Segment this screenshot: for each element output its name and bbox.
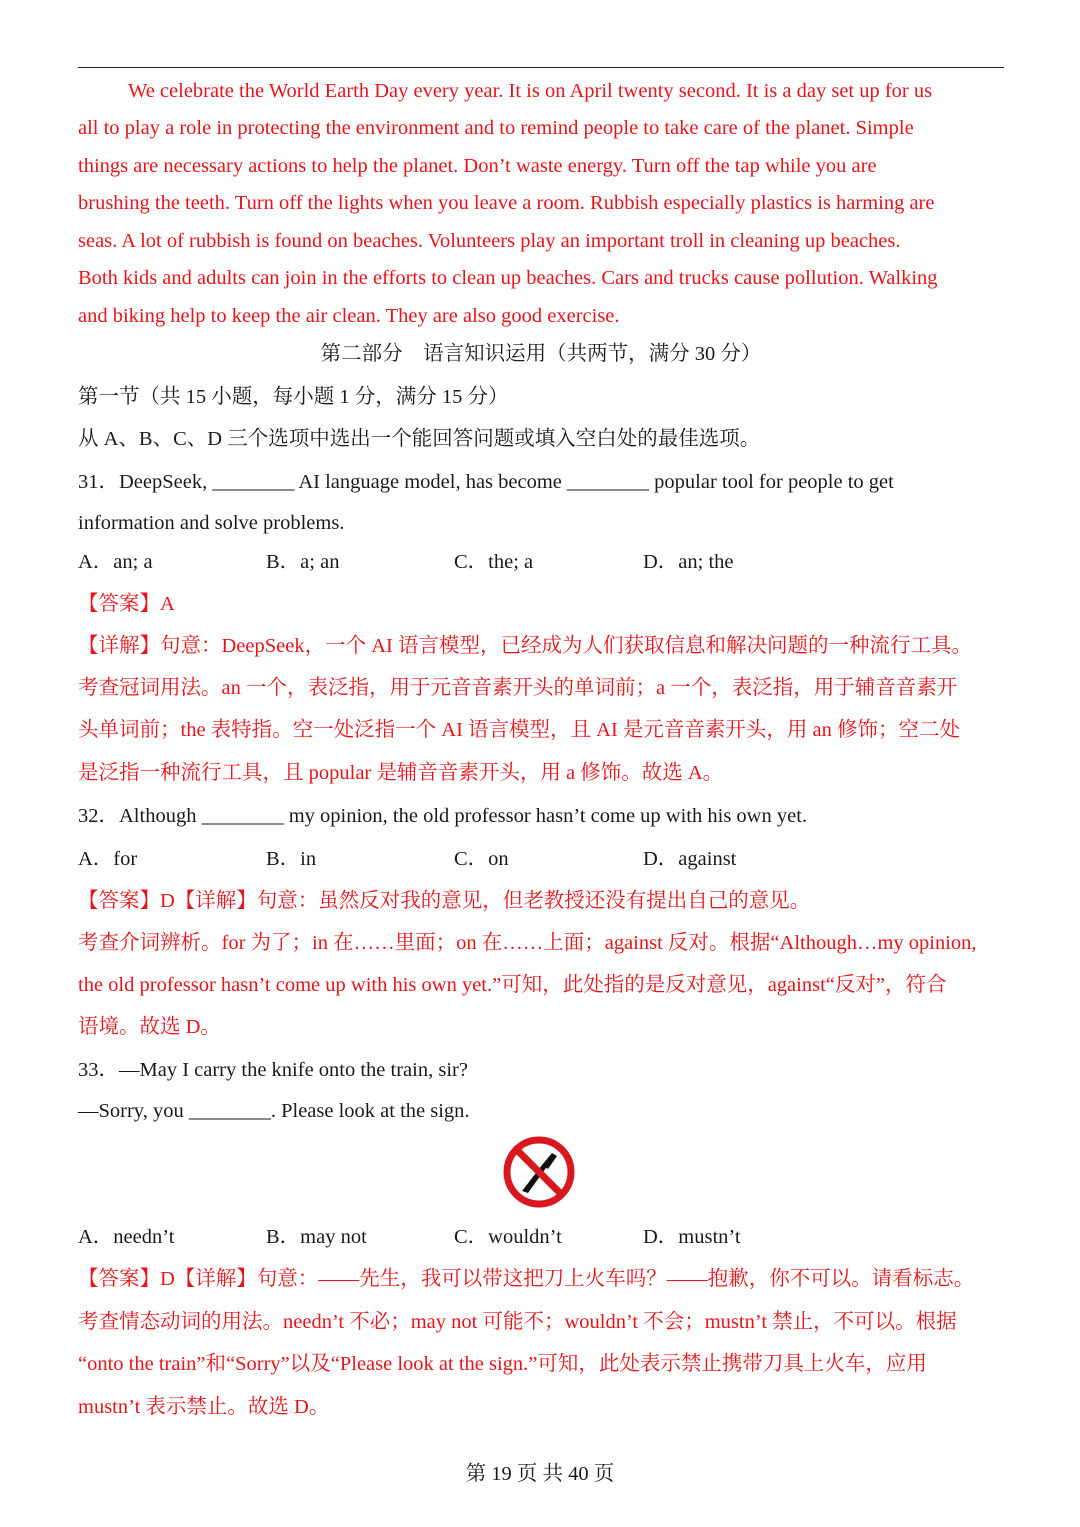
passage-line: brushing the teeth. Turn off the lights when you leave a room. Rubbish especially plastics is harming are	[78, 192, 935, 214]
header-rule	[78, 67, 1004, 68]
question-33-option-a: A．needn’t	[78, 1226, 175, 1248]
question-32-option-b: B．in	[266, 848, 317, 870]
question-31-option-d: D．an; the	[643, 551, 734, 573]
passage-line: things are necessary actions to help the planet. Don’t waste energy. Turn off the tap while you are	[78, 155, 877, 177]
question-32-explanation: 语境。故选 D。	[78, 1016, 221, 1038]
passage-line: Both kids and adults can join in the efforts to clean up beaches. Cars and trucks cause pollution. Walking	[78, 267, 938, 289]
question-31-option-c: C．the; a	[454, 551, 534, 573]
section-title: 第一节（共 15 小题，每小题 1 分，满分 15 分）	[78, 386, 509, 408]
question-33-stem: —Sorry, you ________. Please look at the sign.	[78, 1100, 470, 1122]
passage-line: seas. A lot of rubbish is found on beaches. Volunteers play an important troll in cleaning up beaches.	[78, 230, 901, 252]
question-31-explanation: 【详解】句意：DeepSeek，一个 AI 语言模型，已经成为人们获取信息和解决问题的一种流行工具。	[78, 635, 972, 657]
question-33-option-c: C．wouldn’t	[454, 1226, 562, 1248]
question-31-explanation: 考查冠词用法。an 一个，表泛指，用于元音音素开头的单词前；a 一个，表泛指，用于辅音音素开	[78, 677, 958, 699]
question-31-option-b: B．a; an	[266, 551, 340, 573]
question-33-option-d: D．mustn’t	[643, 1226, 741, 1248]
passage-line: and biking help to keep the air clean. They are also good exercise.	[78, 305, 620, 327]
question-33-option-b: B．may not	[266, 1226, 367, 1248]
question-33-explanation: mustn’t 表示禁止。故选 D。	[78, 1396, 330, 1418]
question-32-option-d: D．against	[643, 848, 737, 870]
question-32-option-a: A．for	[78, 848, 138, 870]
question-32-answer: 【答案】D【详解】句意：虽然反对我的意见，但老教授还没有提出自己的意见。	[78, 890, 811, 912]
question-33-explanation: “onto the train”和“Sorry”以及“Please look at the sign.”可知，此处表示禁止携带刀具上火车，应用	[78, 1353, 927, 1375]
passage-line: We celebrate the World Earth Day every year. It is on April twenty second. It is a day set up for us	[128, 80, 933, 102]
question-31-explanation: 是泛指一种流行工具，且 popular 是辅音音素开头，用 a 修饰。故选 A。	[78, 762, 724, 784]
part-title: 第二部分 语言知识运用（共两节，满分 30 分）	[320, 343, 762, 365]
no-knife-sign-icon	[502, 1135, 576, 1209]
question-32-explanation: the old professor hasn’t come up with his own yet.”可知，此处指的是反对意见，against“反对”，符合	[78, 974, 947, 996]
instruction: 从 A、B、C、D 三个选项中选出一个能回答问题或填入空白处的最佳选项。	[78, 428, 761, 450]
question-32-stem: 32．Although ________ my opinion, the old professor hasn’t come up with his own yet.	[78, 805, 808, 827]
question-31-answer: 【答案】A	[78, 593, 175, 615]
passage-line: all to play a role in protecting the environment and to remind people to take care of the planet. Simple	[78, 117, 914, 139]
question-33-answer: 【答案】D【详解】句意：——先生，我可以带这把刀上火车吗？——抱歉，你不可以。请看标志。	[78, 1268, 975, 1290]
question-31-stem: information and solve problems.	[78, 512, 345, 534]
question-31-stem: 31．DeepSeek, ________ AI language model, has become ________ popular tool for people to get	[78, 471, 894, 493]
page-footer: 第 19 页 共 40 页	[465, 1463, 615, 1485]
question-31-explanation: 头单词前；the 表特指。空一处泛指一个 AI 语言模型，且 AI 是元音音素开头，用 an 修饰；空二处	[78, 719, 961, 741]
question-32-explanation: 考查介词辨析。for 为了；in 在……里面；on 在……上面；against 反对。根据“Although…my opinion,	[78, 932, 977, 954]
question-32-option-c: C．on	[454, 848, 509, 870]
question-31-option-a: A．an; a	[78, 551, 153, 573]
question-33-stem: 33．—May I carry the knife onto the train, sir?	[78, 1059, 468, 1081]
question-33-explanation: 考查情态动词的用法。needn’t 不必；may not 可能不；wouldn’t 不会；mustn’t 禁止，不可以。根据	[78, 1311, 957, 1333]
